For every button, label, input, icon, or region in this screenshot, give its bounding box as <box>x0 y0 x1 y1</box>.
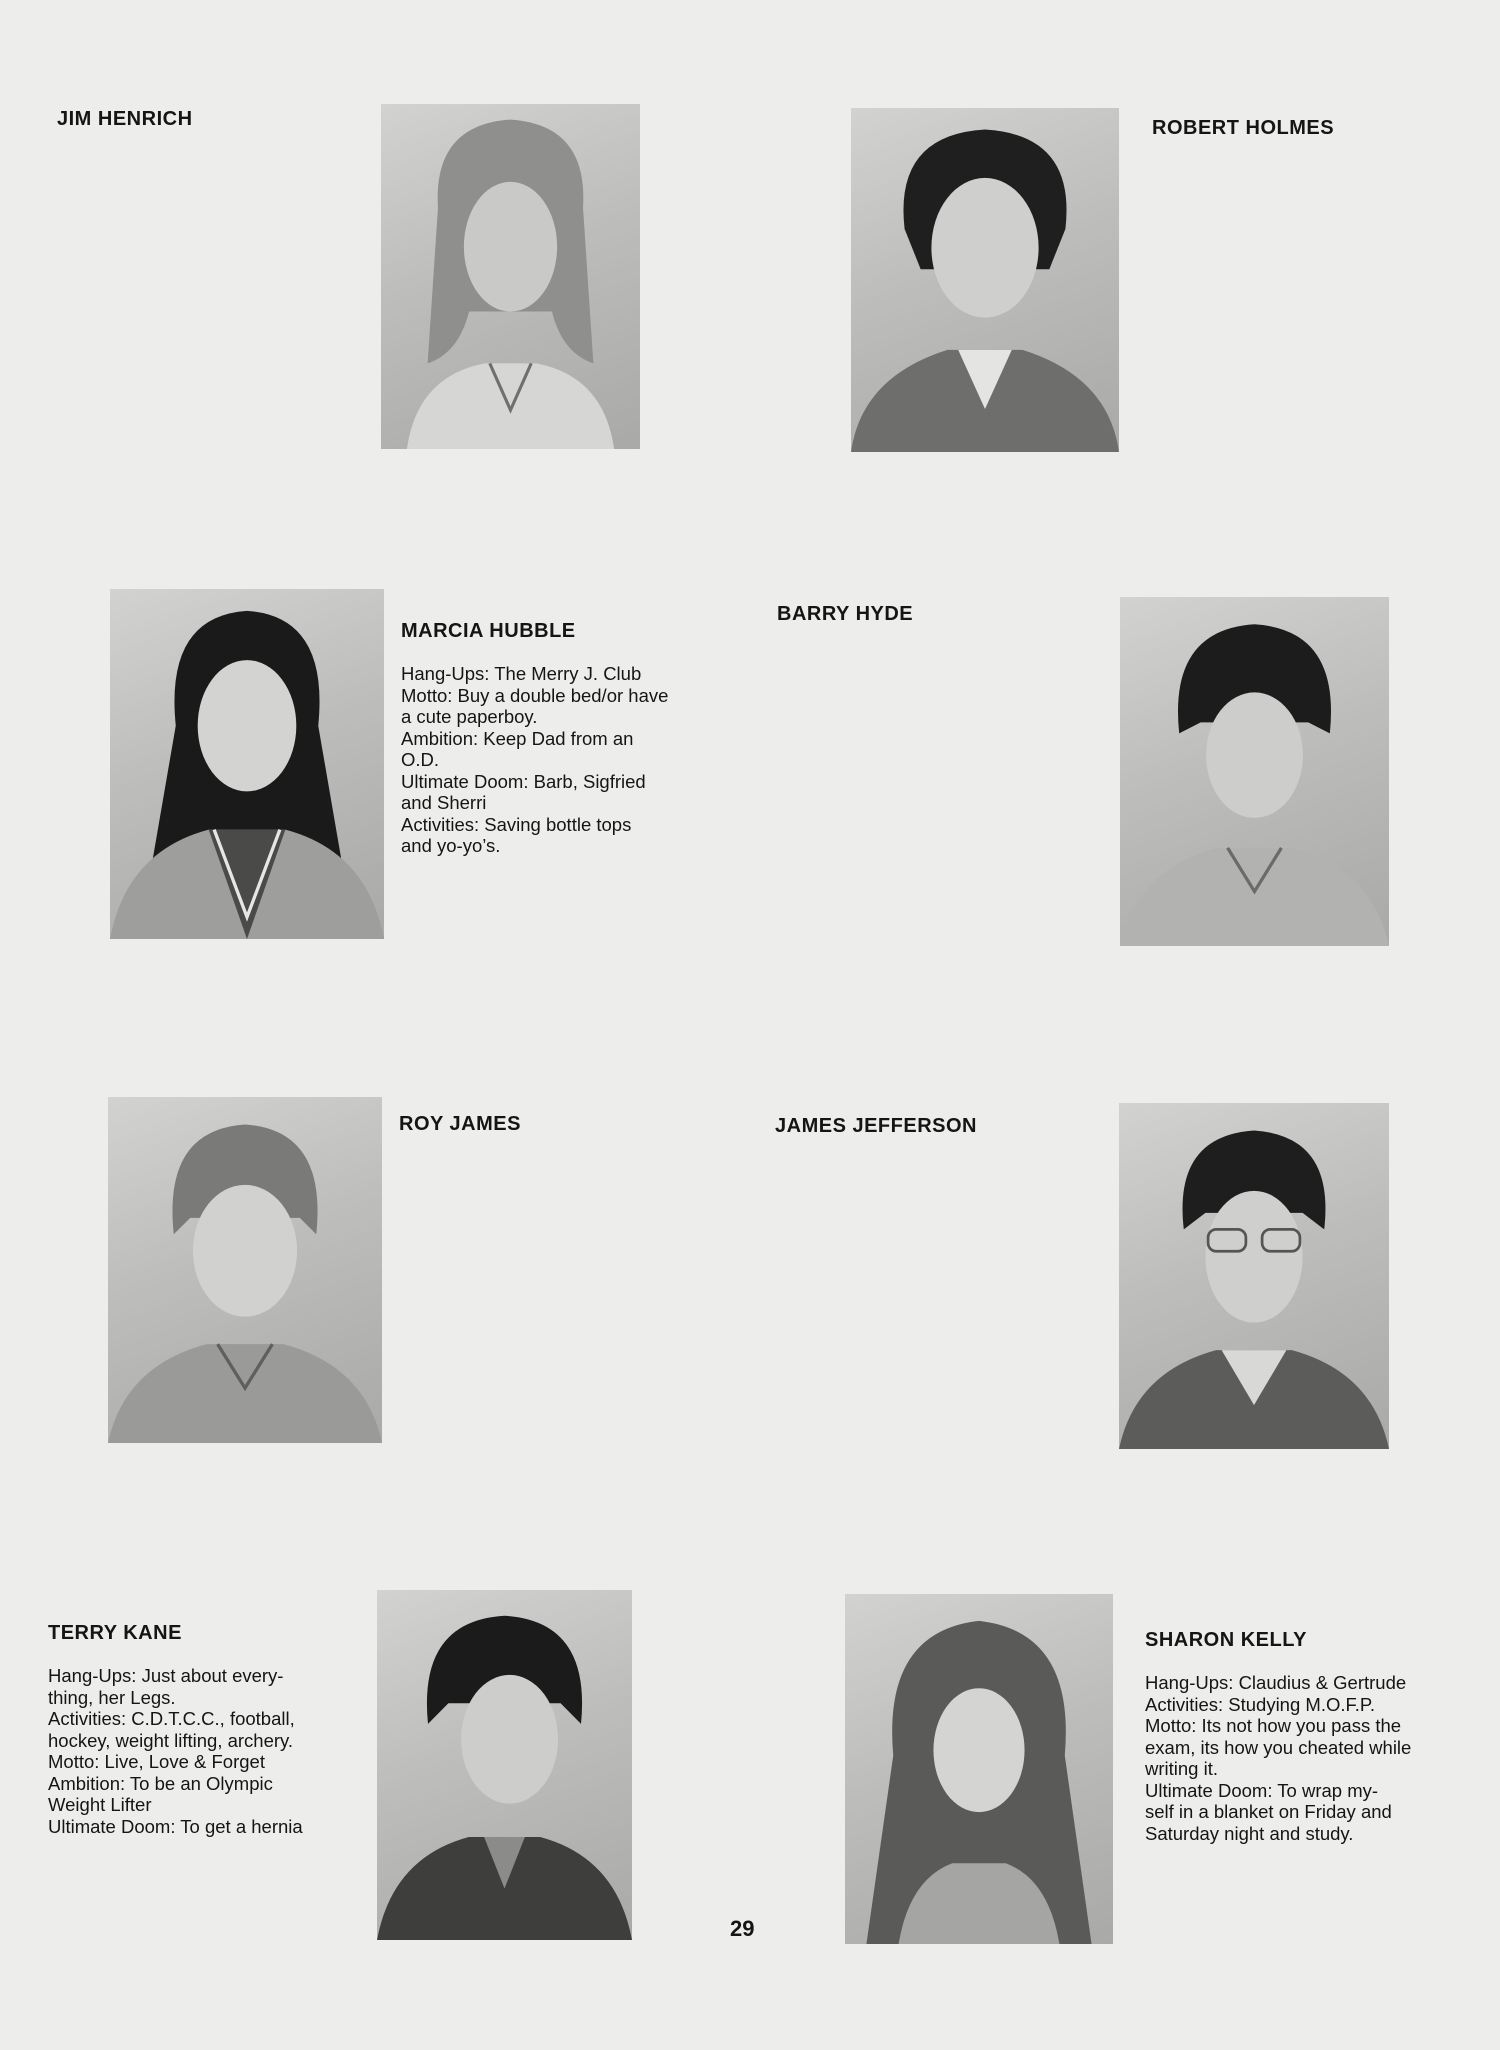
student-photo-james-jefferson <box>1119 1103 1389 1449</box>
student-photo-terry-kane <box>377 1590 632 1940</box>
student-bio-marcia-hubble <box>401 598 761 857</box>
student-photo-barry-hyde <box>1120 597 1389 946</box>
student-photo-marcia-hubble <box>110 589 384 939</box>
bio-text-sharon-kelly: Hang-Ups: Claudius & Gertrude Activities: Studying M.O.F.P. Motto: Its not how you pass the exam, its how you cheated while writing it. Ultimate Doom: To wrap my- self in a blanket on Friday and Saturday night and study. <box>1145 1672 1412 1844</box>
bio-text-terry-kane: Hang-Ups: Just about every- thing, her Legs. Activities: C.D.T.C.C., football, hockey, weight lifting, archery. Motto: Live, Love & Forget Ambition: To be an Olympic Weight Lifter Ultimate Doom: To get a hernia <box>48 1665 303 1837</box>
student-name-robert-holmes: ROBERT HOLMES <box>1152 117 1335 139</box>
student-photo-roy-james <box>108 1097 382 1443</box>
student-photo-sharon-kelly <box>845 1594 1113 1944</box>
student-name-roy-james: ROY JAMES <box>399 1113 521 1135</box>
page-number: 29 <box>730 1916 755 1941</box>
student-name-terry-kane: TERRY KANE <box>48 1621 182 1644</box>
student-name-barry-hyde: BARRY HYDE <box>777 603 914 625</box>
bio-text-marcia-hubble: Hang-Ups: The Merry J. Club Motto: Buy a double bed/or have a cute paperboy. Ambition: Keep Dad from an O.D. Ultimate Doom: Barb, Sigfried and Sherri Activities: Saving bottle tops and yo-yo’s. <box>401 663 669 856</box>
student-name-james-jefferson: JAMES JEFFERSON <box>775 1115 977 1137</box>
student-name-jim-henrich: JIM HENRICH <box>57 108 193 130</box>
student-photo-jim-henrich <box>381 104 640 449</box>
student-bio-sharon-kelly <box>1145 1607 1490 1844</box>
student-bio-terry-kane <box>48 1600 378 1837</box>
student-name-marcia-hubble: MARCIA HUBBLE <box>401 619 576 642</box>
student-photo-robert-holmes <box>851 108 1119 452</box>
student-name-sharon-kelly: SHARON KELLY <box>1145 1628 1307 1651</box>
